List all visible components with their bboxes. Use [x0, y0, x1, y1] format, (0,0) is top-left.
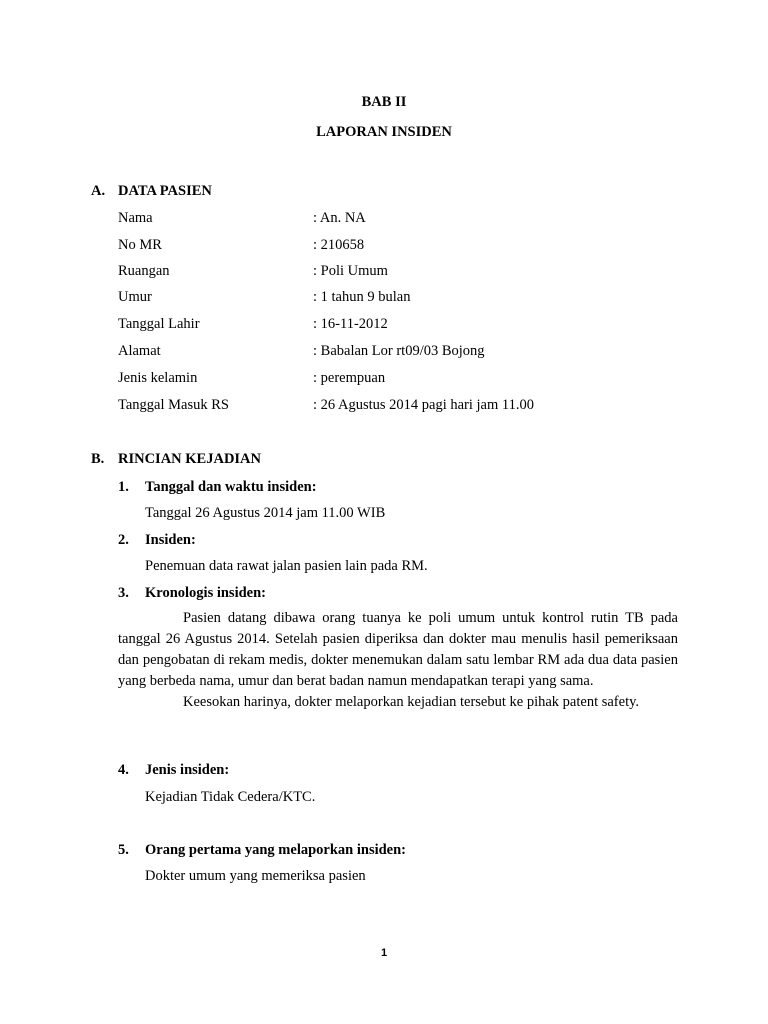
chronology-paragraph-1: Pasien datang dibawa orang tuanya ke poli umum untuk kontrol rutin TB pada tanggal 26 Agustus 2014. Setelah pasien diperiksa dan dokter mau menulis hasil pemeriksaan dan pengobatan di rekam medis, dokter menemukan dalam satu lembar RM ada dua data pasien yang berbeda nama, umur dan berat badan namun mendapatkan terapi yang sama.: [118, 610, 678, 689]
item-2-heading: Insiden:: [145, 532, 196, 548]
patient-admission-value: : 26 Agustus 2014 pagi hari jam 11.00: [313, 397, 534, 413]
chronology-paragraph-2: Keesokan harinya, dokter melaporkan kejadian tersebut ke pihak patent safety.: [183, 694, 640, 710]
item-1-number: 1.: [118, 479, 129, 495]
patient-admission-label: Tanggal Masuk RS: [118, 397, 229, 413]
section-a-marker: A.: [91, 183, 106, 199]
page-number: 1: [380, 947, 388, 959]
item-2-number: 2.: [118, 532, 129, 548]
section-a-heading: DATA PASIEN: [118, 183, 212, 199]
item-3-chronology: [118, 608, 678, 713]
patient-mr-value: : 210658: [313, 237, 365, 253]
patient-name-value: : An. NA: [313, 210, 366, 226]
item-1-heading: Tanggal dan waktu insiden:: [145, 479, 317, 495]
section-b-heading: RINCIAN KEJADIAN: [118, 451, 261, 467]
patient-address-value: : Babalan Lor rt09/03 Bojong: [313, 343, 485, 359]
patient-birthdate-value: : 16-11-2012: [313, 316, 388, 332]
patient-gender-value: : perempuan: [313, 370, 386, 386]
patient-room-value: : Poli Umum: [313, 263, 388, 279]
patient-birthdate-label: Tanggal Lahir: [118, 316, 200, 332]
item-4-number: 4.: [118, 762, 129, 778]
item-4-heading: Jenis insiden:: [145, 762, 230, 778]
patient-age-value: : 1 tahun 9 bulan: [313, 289, 411, 305]
item-2-text: Penemuan data rawat jalan pasien lain pada RM.: [145, 558, 428, 574]
patient-gender-label: Jenis kelamin: [118, 370, 198, 386]
patient-room-label: Ruangan: [118, 263, 170, 279]
item-3-heading: Kronologis insiden:: [145, 585, 266, 601]
item-5-text: Dokter umum yang memeriksa pasien: [145, 868, 366, 884]
patient-age-label: Umur: [118, 289, 152, 305]
patient-mr-label: No MR: [118, 237, 162, 253]
section-b-marker: B.: [91, 451, 105, 467]
patient-address-label: Alamat: [118, 343, 161, 359]
item-3-number: 3.: [118, 585, 129, 601]
document-title: LAPORAN INSIDEN: [316, 124, 452, 140]
item-5-number: 5.: [118, 842, 129, 858]
item-4-text: Kejadian Tidak Cedera/KTC.: [145, 789, 316, 805]
item-1-text: Tanggal 26 Agustus 2014 jam 11.00 WIB: [145, 505, 386, 521]
patient-name-label: Nama: [118, 210, 153, 226]
chapter-title: BAB II: [361, 94, 407, 110]
item-5-heading: Orang pertama yang melaporkan insiden:: [145, 842, 407, 858]
